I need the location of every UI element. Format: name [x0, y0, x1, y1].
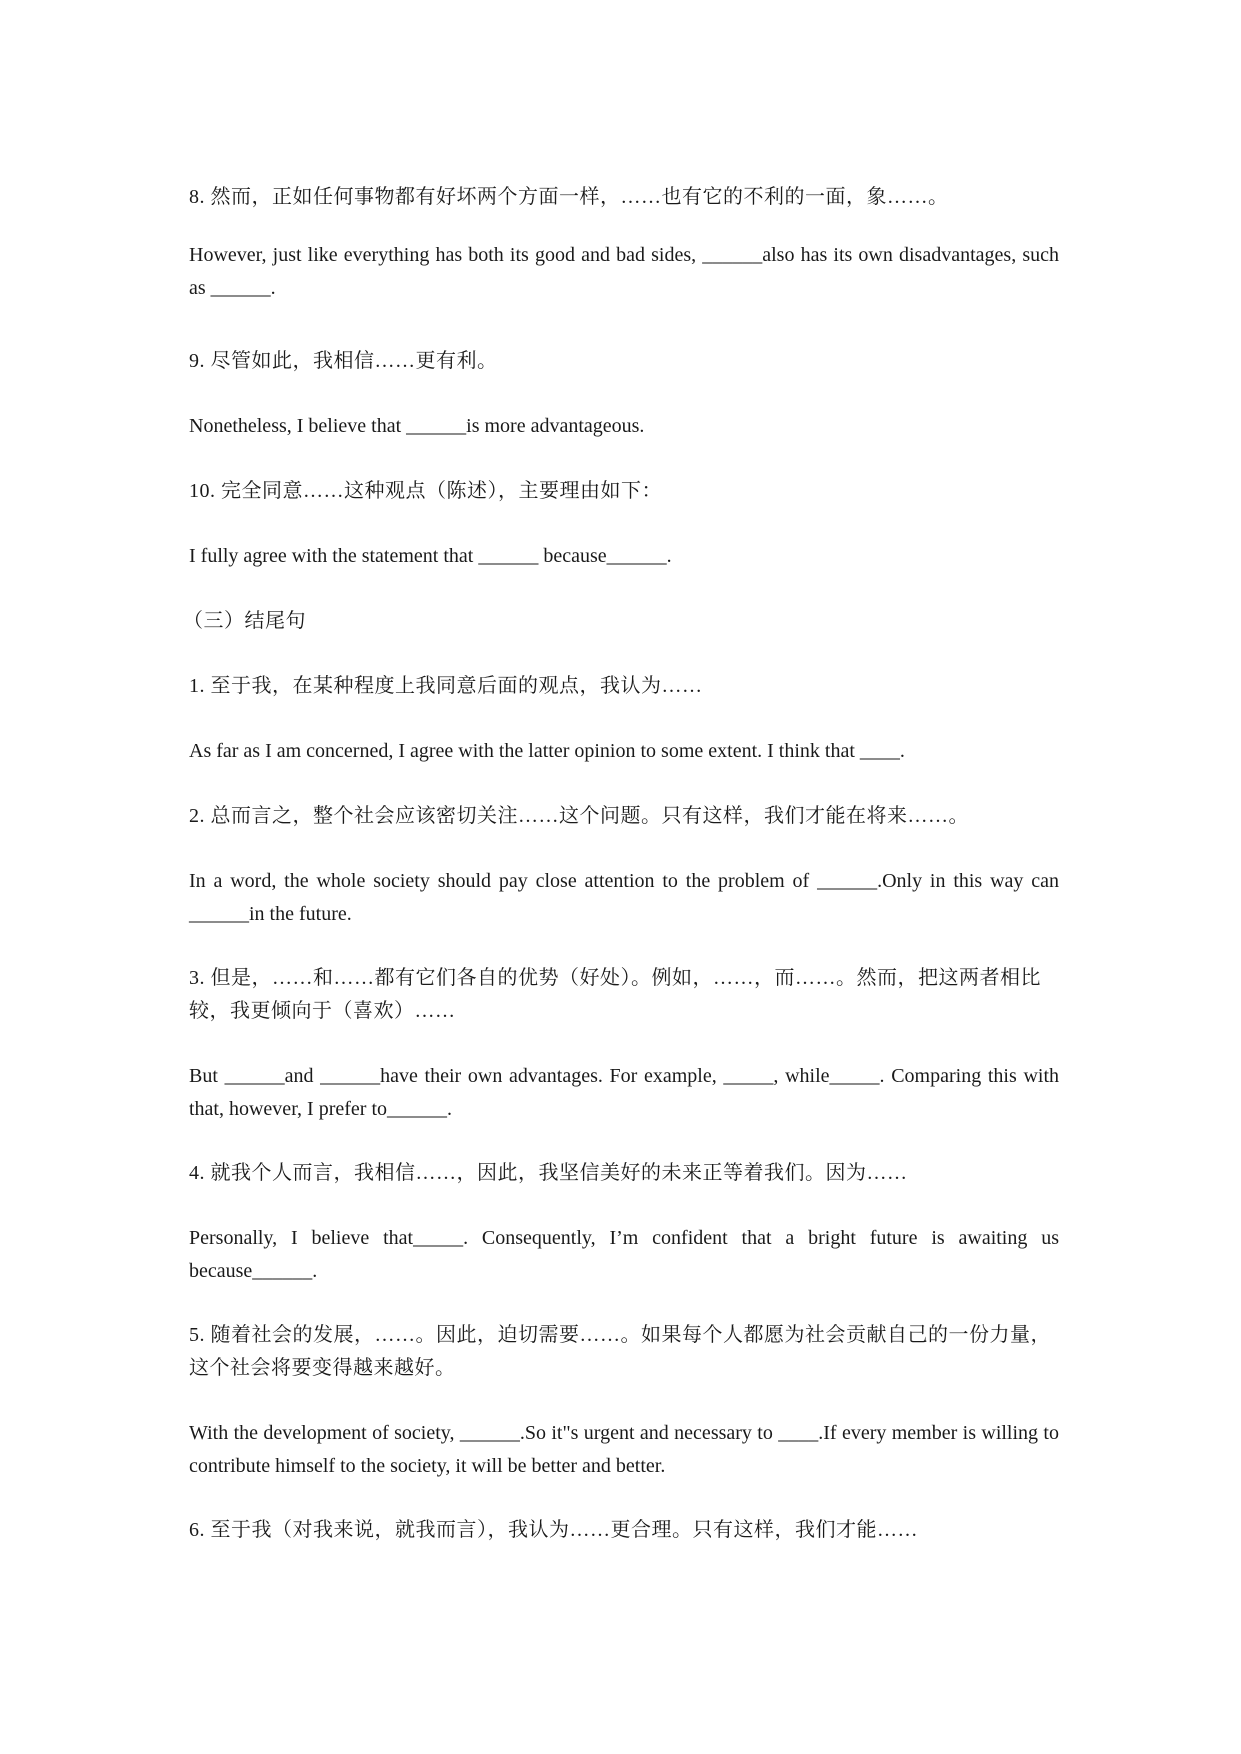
item-9-chinese: 9. 尽管如此，我相信……更有利。 [189, 350, 498, 372]
closing-2-english: In a word, the whole society should pay close attention to the problem of ______.Only in this way can ______in the future. [189, 870, 1059, 925]
section-heading-closing-sentences: （三）结尾句 [183, 610, 306, 632]
closing-1-chinese: 1. 至于我，在某种程度上我同意后面的观点，我认为…… [189, 675, 703, 697]
item-10-chinese: 10. 完全同意……这种观点（陈述），主要理由如下： [189, 480, 662, 502]
item-10-english: I fully agree with the statement that ______ because______. [189, 545, 672, 567]
closing-4-english: Personally, I believe that_____. Consequently, I’m confident that a bright future is awaiting us because______. [189, 1227, 1059, 1282]
closing-4-chinese: 4. 就我个人而言，我相信……，因此，我坚信美好的未来正等着我们。因为…… [189, 1162, 908, 1184]
item-8-chinese: 8. 然而，正如任何事物都有好坏两个方面一样，……也有它的不利的一面，象……。 [189, 186, 949, 208]
closing-5-english: With the development of society, ______.So it"s urgent and necessary to ____.If every member is willing to contribute himself to the society, it will be better and better. [189, 1422, 1059, 1477]
closing-6-chinese: 6. 至于我（对我来说，就我而言），我认为……更合理。只有这样，我们才能…… [189, 1519, 918, 1541]
closing-5-chinese: 5. 随着社会的发展，……。因此，迫切需要……。如果每个人都愿为社会贡献自己的一份力量，这个社会将要变得越来越好。 [189, 1324, 1051, 1379]
item-9-english: Nonetheless, I believe that ______is more advantageous. [189, 415, 645, 437]
closing-3-chinese: 3. 但是，……和……都有它们各自的优势（好处）。例如，……，而……。然而，把这两者相比较，我更倾向于（喜欢）…… [189, 967, 1041, 1022]
closing-3-english: But ______and ______have their own advantages. For example, _____, while_____. Comparing this with that, however, I prefer to______. [189, 1065, 1059, 1120]
closing-1-english: As far as I am concerned, I agree with the latter opinion to some extent. I think that ____. [189, 740, 905, 762]
closing-2-chinese: 2. 总而言之，整个社会应该密切关注……这个问题。只有这样，我们才能在将来……。 [189, 805, 969, 827]
item-8-english: However, just like everything has both its good and bad sides, ______also has its own disadvantages, such as ______. [189, 244, 1059, 299]
